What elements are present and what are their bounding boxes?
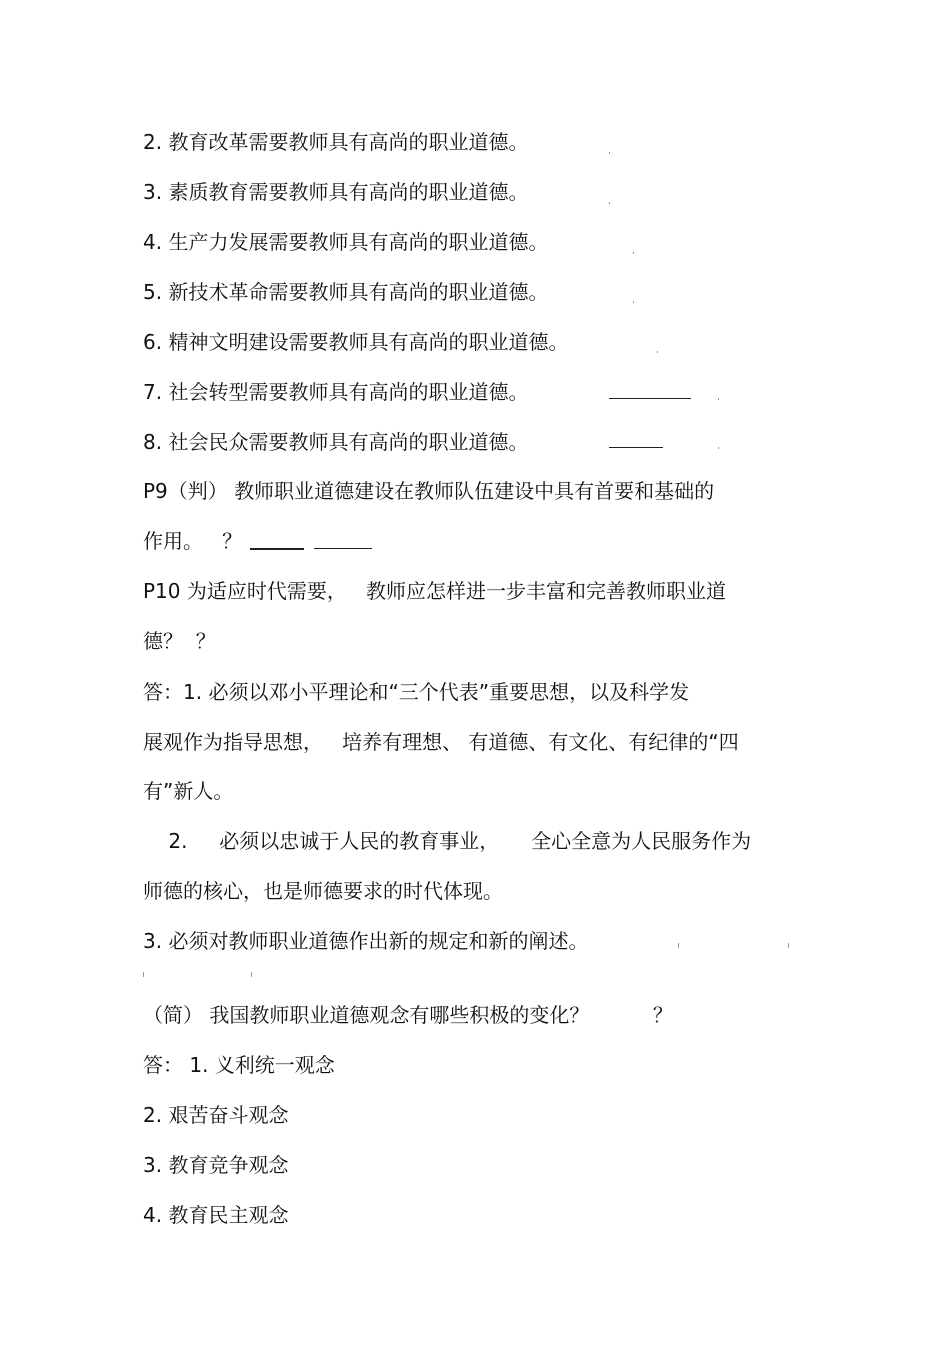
text-line: （简） 我国教师职业道德观念有哪些积极的变化？ ？ bbox=[143, 1003, 673, 1027]
scan-mark bbox=[143, 972, 144, 977]
text-line: 答： 1. 义利统一观念 bbox=[143, 1053, 335, 1077]
scan-mark bbox=[633, 252, 634, 254]
blank-underline bbox=[314, 548, 372, 549]
scan-mark bbox=[609, 152, 610, 154]
text-line: 6. 精神文明建设需要教师具有高尚的职业道德。 bbox=[143, 330, 569, 354]
scan-mark bbox=[657, 351, 658, 353]
text-line: 8. 社会民众需要教师具有高尚的职业道德。 bbox=[143, 430, 529, 454]
text-line: 3. 素质教育需要教师具有高尚的职业道德。 bbox=[143, 180, 529, 204]
text-line: P9（判） 教师职业道德建设在教师队伍建设中具有首要和基础的 bbox=[143, 479, 715, 503]
text-line: 答：1. 必须以邓小平理论和“三个代表”重要思想，以及科学发 bbox=[143, 680, 690, 704]
blank-underline bbox=[609, 398, 691, 399]
text-line: P10 为适应时代需要， 教师应怎样进一步丰富和完善教师职业道 bbox=[143, 579, 726, 603]
text-line: 作用。 ？ bbox=[143, 529, 243, 553]
text-line: 展观作为指导思想， 培养有理想、 有道德、有文化、有纪律的“四 bbox=[143, 730, 739, 754]
scan-mark bbox=[633, 301, 634, 303]
scan-mark bbox=[788, 943, 789, 948]
scan-mark bbox=[678, 943, 679, 948]
scan-mark bbox=[718, 398, 719, 400]
text-line: 德？ ？ bbox=[143, 629, 216, 653]
scan-mark bbox=[718, 447, 719, 449]
scan-mark bbox=[609, 202, 610, 204]
text-line: 5. 新技术革命需要教师具有高尚的职业道德。 bbox=[143, 280, 549, 304]
scan-mark bbox=[251, 972, 252, 977]
text-line: 有”新人。 bbox=[143, 779, 234, 803]
blank-underline bbox=[609, 447, 663, 448]
text-line: 2. 必须以忠诚于人民的教育事业， 全心全意为人民服务作为 bbox=[143, 829, 752, 853]
text-line: 2. 艰苦奋斗观念 bbox=[143, 1103, 289, 1127]
text-line: 4. 生产力发展需要教师具有高尚的职业道德。 bbox=[143, 230, 549, 254]
text-line: 3. 教育竞争观念 bbox=[143, 1153, 289, 1177]
text-line: 3. 必须对教师职业道德作出新的规定和新的阐述。 bbox=[143, 929, 589, 953]
text-line: 师德的核心，也是师德要求的时代体现。 bbox=[143, 879, 503, 903]
blank-underline bbox=[250, 548, 304, 550]
text-line: 7. 社会转型需要教师具有高尚的职业道德。 bbox=[143, 380, 529, 404]
text-line: 4. 教育民主观念 bbox=[143, 1203, 289, 1227]
text-line: 2. 教育改革需要教师具有高尚的职业道德。 bbox=[143, 130, 529, 154]
